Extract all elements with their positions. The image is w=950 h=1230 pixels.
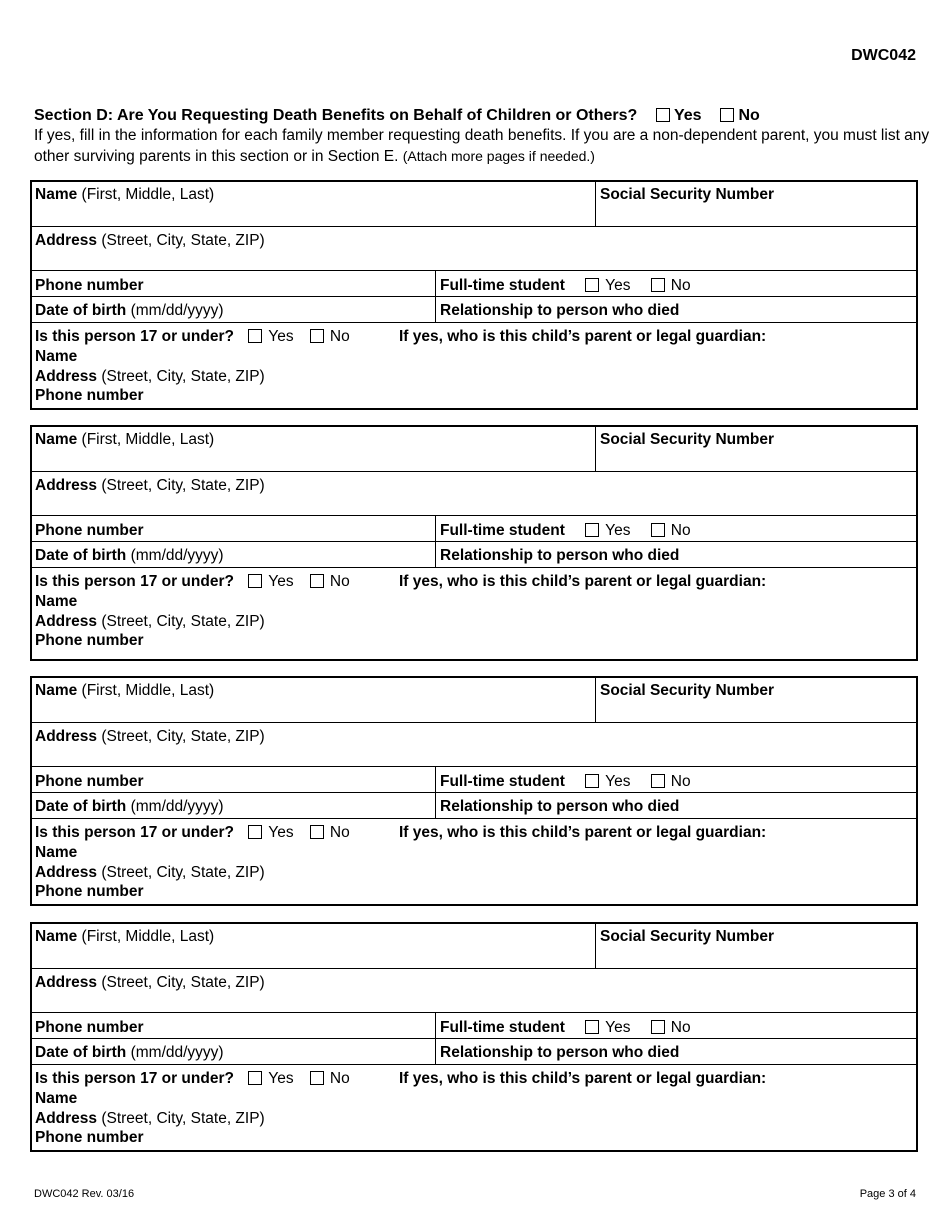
intro-text: If yes, fill in the information for each family member requesting death benefits. If you are a non-dependent parent, you must list any other surviving parents in this section or in Section E.	[34, 127, 930, 165]
minor-yes-label: Yes	[268, 824, 294, 841]
student-no-option[interactable]	[651, 772, 691, 791]
name-label: Name	[35, 928, 78, 945]
minor-yes-label: Yes	[268, 1070, 294, 1087]
minor-no-checkbox[interactable]	[310, 574, 324, 588]
minor-no-label: No	[329, 824, 350, 841]
student-field	[437, 1015, 691, 1037]
address-label: Address	[35, 974, 98, 991]
minor-no-label: No	[329, 573, 350, 590]
address-field[interactable]	[32, 724, 265, 746]
section-no-option[interactable]	[720, 107, 760, 125]
student-yes-option[interactable]	[585, 276, 630, 295]
minor-no-label: No	[329, 328, 350, 345]
guardian-question-label: If yes, who is this child’s parent or legal guardian:	[399, 824, 767, 841]
guardian-phone-field[interactable]	[32, 879, 144, 901]
minor-no-checkbox[interactable]	[310, 1071, 324, 1085]
minor-no-label: No	[329, 1070, 350, 1087]
minor-question-row	[32, 820, 350, 842]
phone-field[interactable]	[32, 769, 144, 791]
minor-no-checkbox[interactable]	[310, 329, 324, 343]
relationship-label: Relationship to person who died	[440, 302, 680, 319]
family-member-block	[30, 180, 918, 410]
student-no-checkbox[interactable]	[651, 774, 665, 788]
minor-yes-option[interactable]	[248, 1069, 293, 1088]
family-member-block	[30, 425, 918, 661]
minor-question-label: Is this person 17 or under?	[35, 573, 234, 590]
guardian-question-label: If yes, who is this child’s parent or legal guardian:	[399, 1070, 767, 1087]
dob-hint: (mm/dd/yyyy)	[130, 1044, 224, 1061]
guardian-address-hint: (Street, City, State, ZIP)	[101, 1110, 265, 1127]
student-no-label: No	[670, 1019, 691, 1036]
form-id: DWC042	[851, 47, 916, 64]
guardian-address-hint: (Street, City, State, ZIP)	[101, 864, 265, 881]
dob-label: Date of birth	[35, 1044, 127, 1061]
guardian-question	[396, 324, 766, 346]
guardian-phone-label: Phone number	[35, 632, 144, 649]
guardian-question-label: If yes, who is this child’s parent or legal guardian:	[399, 328, 767, 345]
minor-question-row	[32, 1066, 350, 1088]
student-yes-checkbox[interactable]	[585, 278, 599, 292]
dob-hint: (mm/dd/yyyy)	[130, 547, 224, 564]
phone-label: Phone number	[35, 773, 144, 790]
phone-label: Phone number	[35, 277, 144, 294]
relationship-field[interactable]	[437, 1040, 679, 1062]
address-hint: (Street, City, State, ZIP)	[101, 974, 265, 991]
minor-yes-option[interactable]	[248, 572, 293, 591]
relationship-field[interactable]	[437, 794, 679, 816]
dob-label: Date of birth	[35, 547, 127, 564]
section-no-label: No	[738, 107, 760, 124]
relationship-label: Relationship to person who died	[440, 1044, 680, 1061]
guardian-name-label: Name	[35, 1090, 78, 1107]
guardian-name-field[interactable]	[32, 344, 77, 366]
guardian-phone-field[interactable]	[32, 383, 144, 405]
minor-yes-option[interactable]	[248, 823, 293, 842]
guardian-phone-label: Phone number	[35, 1129, 144, 1146]
relationship-label: Relationship to person who died	[440, 547, 680, 564]
student-label: Full-time student	[440, 522, 565, 539]
student-label: Full-time student	[440, 1019, 565, 1036]
relationship-label: Relationship to person who died	[440, 798, 680, 815]
minor-yes-checkbox[interactable]	[248, 1071, 262, 1085]
dob-field[interactable]	[32, 1040, 224, 1062]
minor-yes-option[interactable]	[248, 327, 293, 346]
guardian-question	[396, 1066, 766, 1088]
guardian-question-label: If yes, who is this child’s parent or legal guardian:	[399, 573, 767, 590]
ssn-label: Social Security Number	[600, 186, 775, 203]
name-hint: (First, Middle, Last)	[81, 682, 215, 699]
student-yes-checkbox[interactable]	[585, 774, 599, 788]
minor-question-label: Is this person 17 or under?	[35, 1070, 234, 1087]
minor-question-label: Is this person 17 or under?	[35, 824, 234, 841]
section-yes-checkbox[interactable]	[656, 108, 670, 122]
guardian-name-field[interactable]	[32, 1086, 77, 1108]
guardian-address-label: Address	[35, 1110, 98, 1127]
name-hint: (First, Middle, Last)	[81, 928, 215, 945]
guardian-phone-label: Phone number	[35, 883, 144, 900]
dob-label: Date of birth	[35, 798, 127, 815]
dob-hint: (mm/dd/yyyy)	[130, 302, 224, 319]
footer-page-number: Page 3 of 4	[859, 1188, 916, 1200]
student-label: Full-time student	[440, 277, 565, 294]
minor-yes-checkbox[interactable]	[248, 825, 262, 839]
minor-yes-checkbox[interactable]	[248, 329, 262, 343]
guardian-phone-label: Phone number	[35, 387, 144, 404]
address-field[interactable]	[32, 970, 265, 992]
family-member-block	[30, 922, 918, 1152]
section-yes-option[interactable]	[656, 107, 702, 125]
ssn-label: Social Security Number	[600, 431, 775, 448]
dob-field[interactable]	[32, 543, 224, 565]
address-label: Address	[35, 232, 98, 249]
minor-yes-label: Yes	[268, 573, 294, 590]
family-member-block	[30, 676, 918, 906]
minor-no-option[interactable]	[310, 823, 350, 842]
student-yes-option[interactable]	[585, 521, 630, 540]
section-no-checkbox[interactable]	[720, 108, 734, 122]
address-label: Address	[35, 728, 98, 745]
dob-label: Date of birth	[35, 302, 127, 319]
name-field[interactable]	[32, 427, 214, 449]
guardian-name-field[interactable]	[32, 840, 77, 862]
student-yes-label: Yes	[605, 1019, 631, 1036]
address-hint: (Street, City, State, ZIP)	[101, 232, 265, 249]
student-yes-label: Yes	[605, 277, 631, 294]
minor-no-option[interactable]	[310, 572, 350, 591]
guardian-name-label: Name	[35, 844, 78, 861]
minor-yes-label: Yes	[268, 328, 294, 345]
ssn-label: Social Security Number	[600, 682, 775, 699]
name-label: Name	[35, 431, 78, 448]
ssn-field[interactable]	[597, 427, 774, 449]
minor-no-checkbox[interactable]	[310, 825, 324, 839]
section-intro	[34, 126, 934, 167]
student-yes-option[interactable]	[585, 1018, 630, 1037]
phone-field[interactable]	[32, 273, 144, 295]
dob-hint: (mm/dd/yyyy)	[130, 798, 224, 815]
student-yes-option[interactable]	[585, 772, 630, 791]
phone-field[interactable]	[32, 1015, 144, 1037]
student-label: Full-time student	[440, 773, 565, 790]
student-field	[437, 273, 691, 295]
relationship-field[interactable]	[437, 543, 679, 565]
intro-note: (Attach more pages if needed.)	[402, 148, 595, 164]
phone-label: Phone number	[35, 522, 144, 539]
ssn-label: Social Security Number	[600, 928, 775, 945]
relationship-field[interactable]	[437, 298, 679, 320]
student-no-option[interactable]	[651, 1018, 691, 1037]
dob-field[interactable]	[32, 794, 224, 816]
student-field	[437, 769, 691, 791]
student-field	[437, 518, 691, 540]
student-yes-label: Yes	[605, 522, 631, 539]
dob-field[interactable]	[32, 298, 224, 320]
guardian-address-hint: (Street, City, State, ZIP)	[101, 368, 265, 385]
name-hint: (First, Middle, Last)	[81, 186, 215, 203]
address-label: Address	[35, 477, 98, 494]
guardian-address-hint: (Street, City, State, ZIP)	[101, 613, 265, 630]
phone-field[interactable]	[32, 518, 144, 540]
guardian-name-field[interactable]	[32, 589, 77, 611]
address-hint: (Street, City, State, ZIP)	[101, 477, 265, 494]
student-no-checkbox[interactable]	[651, 278, 665, 292]
student-no-label: No	[670, 277, 691, 294]
address-hint: (Street, City, State, ZIP)	[101, 728, 265, 745]
ssn-field[interactable]	[597, 678, 774, 700]
student-no-checkbox[interactable]	[651, 1020, 665, 1034]
guardian-address-label: Address	[35, 368, 98, 385]
student-no-checkbox[interactable]	[651, 523, 665, 537]
minor-no-option[interactable]	[310, 327, 350, 346]
ssn-field[interactable]	[597, 182, 774, 204]
minor-question-row	[32, 569, 350, 591]
name-field[interactable]	[32, 182, 214, 204]
guardian-question	[396, 569, 766, 591]
section-title	[34, 107, 760, 125]
guardian-phone-field[interactable]	[32, 628, 144, 650]
phone-label: Phone number	[35, 1019, 144, 1036]
guardian-phone-field[interactable]	[32, 1125, 144, 1147]
name-field[interactable]	[32, 924, 214, 946]
minor-yes-checkbox[interactable]	[248, 574, 262, 588]
guardian-name-label: Name	[35, 348, 78, 365]
name-label: Name	[35, 682, 78, 699]
student-no-label: No	[670, 522, 691, 539]
footer-revision: DWC042 Rev. 03/16	[34, 1188, 135, 1200]
guardian-address-label: Address	[35, 864, 98, 881]
student-no-option[interactable]	[651, 521, 691, 540]
guardian-address-label: Address	[35, 613, 98, 630]
minor-no-option[interactable]	[310, 1069, 350, 1088]
student-yes-checkbox[interactable]	[585, 1020, 599, 1034]
minor-question-label: Is this person 17 or under?	[35, 328, 234, 345]
student-yes-label: Yes	[605, 773, 631, 790]
ssn-field[interactable]	[597, 924, 774, 946]
section-yes-label: Yes	[673, 107, 702, 124]
name-field[interactable]	[32, 678, 214, 700]
name-hint: (First, Middle, Last)	[81, 431, 215, 448]
student-yes-checkbox[interactable]	[585, 523, 599, 537]
name-label: Name	[35, 186, 78, 203]
address-field[interactable]	[32, 473, 265, 495]
guardian-name-label: Name	[35, 593, 78, 610]
student-no-label: No	[670, 773, 691, 790]
section-title-text: Section D: Are You Requesting Death Benefits on Behalf of Children or Others?	[34, 107, 638, 124]
address-field[interactable]	[32, 228, 265, 250]
minor-question-row	[32, 324, 350, 346]
guardian-question	[396, 820, 766, 842]
student-no-option[interactable]	[651, 276, 691, 295]
